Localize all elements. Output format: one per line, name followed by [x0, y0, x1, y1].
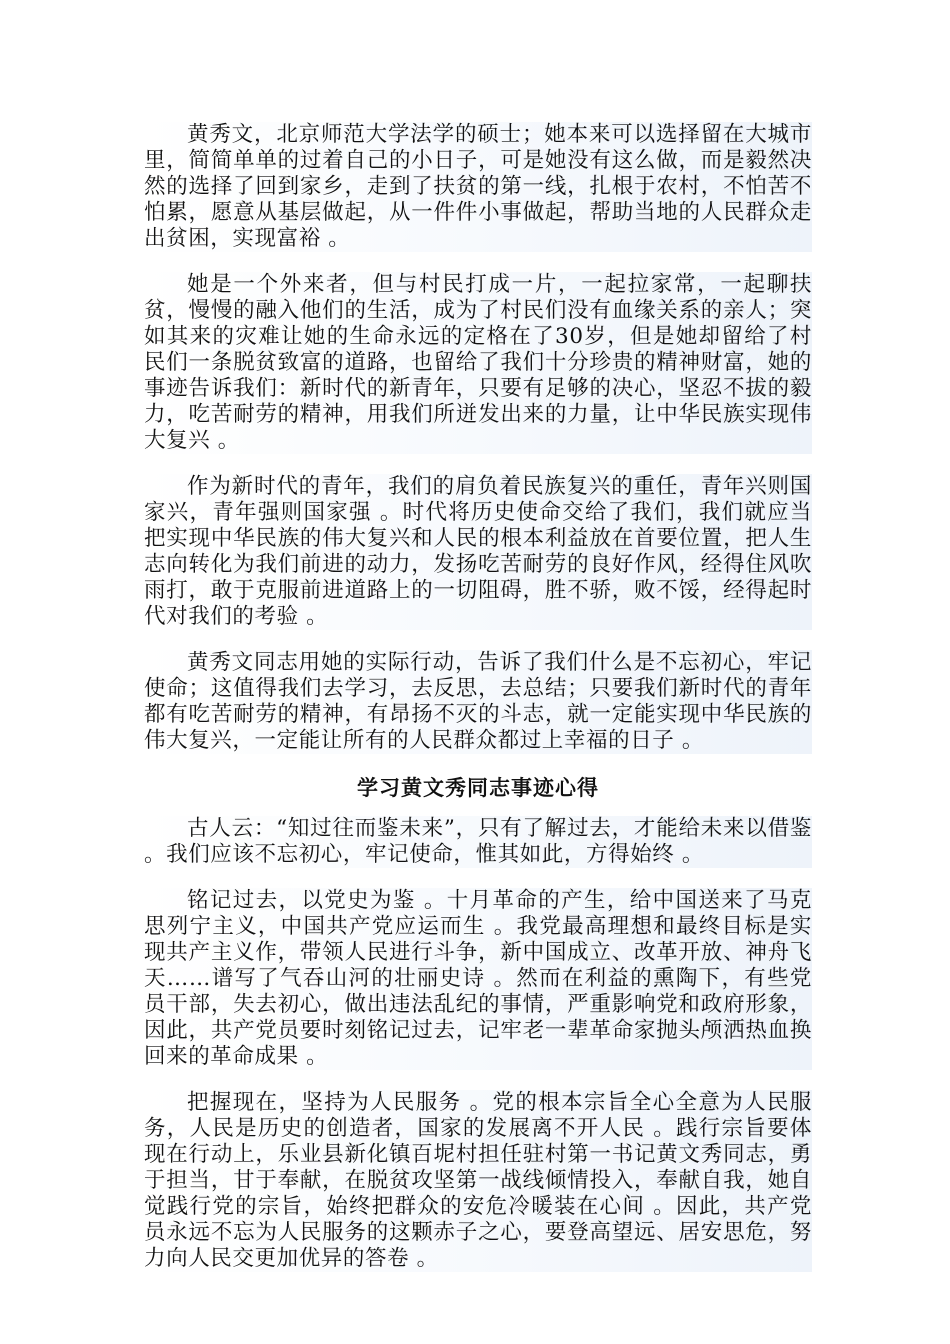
- document-page: [144, 122, 812, 1292]
- paragraph-huang-background: 黄秀文，北京师范大学法学的硕士；她本来可以选择留在大城市里，简简单单的过着自己的小日子，可是她没有这么做，而是毅然决然的选择了回到家乡，走到了扶贫的第一线，扎根于农村，不怕苦不怕累，愿意从基层做起，从一件件小事做起，帮助当地的人民群众走出贫困，实现富裕 。: [144, 122, 812, 251]
- paragraph-ancient-saying: 古人云：“知过往而鉴未来”，只有了解过去，才能给未来以借鉴 。我们应该不忘初心，牢记使命，惟其如此，方得始终 。: [144, 816, 812, 867]
- paragraph-village-life: 她是一个外来者，但与村民打成一片，一起拉家常，一起聊扶贫，慢慢的融入他们的生活，成为了村民们没有血缘关系的亲人；突如其来的灾难让她的生命永远的定格在了30岁，但是她却留给了村民们一条脱贫致富的道路，也留给了我们十分珍贵的精神财富，她的事迹告诉我们：新时代的新青年，只要有足够的决心，坚忍不拔的毅力，吃苦耐劳的精神，用我们所迸发出来的力量，让中华民族实现伟大复兴 。: [144, 272, 812, 453]
- paragraph-youth-mission: 作为新时代的青年，我们的肩负着民族复兴的重任，青年兴则国家兴，青年强则国家强 。时代将历史使命交给了我们，我们就应当把实现中华民族的伟大复兴和人民的根本利益放在首要位置，把人生志向转化为我们前进的动力，发扬吃苦耐劳的良好作风，经得住风吹雨打，敢于克服前进道路上的一切阻碍，胜不骄，败不馁，经得起时代对我们的考验 。: [144, 474, 812, 629]
- paragraph-original-aspiration: 黄秀文同志用她的实际行动，告诉了我们什么是不忘初心，牢记使命；这值得我们去学习，去反思，去总结；只要我们新时代的青年都有吃苦耐劳的精神，有昂扬不灭的斗志，就一定能实现中华民族的伟大复兴，一定能让所有的人民群众都过上幸福的日子 。: [144, 650, 812, 753]
- paragraph-serve-people: 把握现在，坚持为人民服务 。党的根本宗旨全心全意为人民服务，人民是历史的创造者，国家的发展离不开人民 。践行宗旨要体现在行动上，乐业县新化镇百坭村担任驻村第一书记黄文秀同志，勇于担当，甘于奉献，在脱贫攻坚第一战线倾情投入，奉献自我，她自觉践行党的宗旨，始终把群众的安危冷暖装在心间 。因此，共产党员永远不忘为人民服务的这颗赤子之心，要登高望远、居安思危，努力向人民交更加优异的答卷 。: [144, 1090, 812, 1271]
- section-heading: 学习黄文秀同志事迹心得: [357, 776, 599, 800]
- paragraph-remember-past: 铭记过去，以党史为鉴 。十月革命的产生，给中国送来了马克思列宁主义，中国共产党应运而生 。我党最高理想和最终目标是实现共产主义作，带领人民进行斗争，新中国成立、改革开放、神舟飞天……谱写了气吞山河的壮丽史诗 。然而在利益的熏陶下，有些党员干部，失去初心，做出违法乱纪的事情，严重影响党和政府形象，因此，共产党员要时刻铭记过去，记牢老一辈革命家抛头颅洒热血换回来的革命成果 。: [144, 888, 812, 1069]
